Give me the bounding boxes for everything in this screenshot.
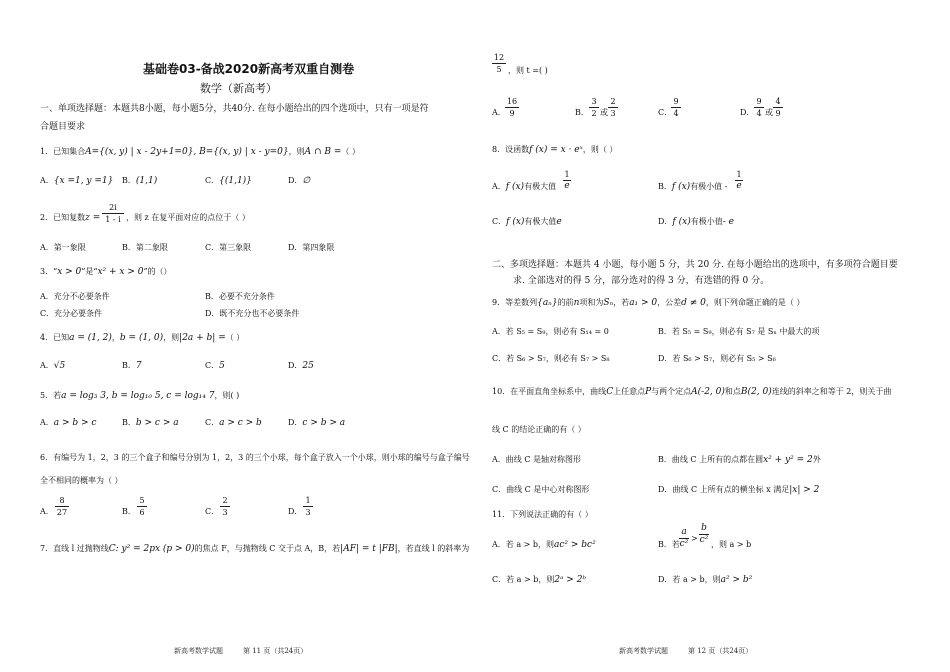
q2-option-d: D．第四象限 [288,243,335,252]
q1-c-text: {(1,1)} [219,176,252,186]
q11-a-pre: A．若 a > b，则 [492,540,554,549]
q7-d1-den: 4 [756,109,762,118]
q9-stem-text: 9．等差数列 [492,298,538,307]
q8-b-num: 1 [736,170,742,179]
q8-stem [492,145,617,155]
q7-a-fraction [505,97,519,118]
q9-m1: {aₙ} [537,298,558,308]
q4-b-text: 7 [135,361,142,371]
q7-d1-num: 9 [756,97,762,106]
q4-d-text: 25 [302,361,314,371]
q10-option-b [658,455,821,465]
q6-stem: 6．有编号为 1，2，3 的三个盒子和编号分别为 1，2，3 的三个小球，每个盒子放入一个小球，则小球的编号与盒子编号 [40,453,470,462]
q1-a-text: {x =1, y =1} [53,176,114,186]
q7-option-b: B． [575,108,589,117]
document-title: 基础卷03-备战2020新高考双重自测卷 [143,62,355,76]
section1-heading-cont: 合题目要求 [40,122,86,132]
section2-heading-cont: 求. 全部选对的得 5 分，部分选对的得 3 分，有选错的得 0 分。 [513,276,770,286]
q7-slope-fraction [492,53,506,74]
q7-b1-fraction [589,97,599,118]
q8-math: f (x) = x · eˣ [529,145,583,155]
q7-option-d: D． [740,108,755,117]
q9-m5: d ≠ 0 [681,298,706,308]
q11-d-pre: D．若 a > b，则 [658,575,721,584]
q4-stem [40,333,244,343]
q9-s1: 的前 [557,298,574,307]
q6-b-fraction [137,496,147,517]
q11-b-den2: c² [699,535,709,545]
q6-option-d: D． [288,507,303,516]
q10-m1: C [606,387,614,397]
q6-d-num: 1 [305,496,311,505]
q4-option-d: D．25 [288,361,314,371]
footer-right-page: 第 12 页（共24页） [688,647,753,655]
q1-stem-text: 1．已知集合 [40,147,86,156]
q11-c-pre: C．若 a > b，则 [492,575,555,584]
q11-option-a [492,540,596,550]
section2-heading: 二、多项选择题：本题共 4 小题，每小题 5 分，共 20 分. 在每小题给出的选项中，有多项符合题目要 [492,260,898,270]
q11-option-d [658,575,752,585]
q11-b-fraction1 [679,528,689,549]
q4-option-a: A．√5 [40,361,66,371]
q3-tail: ”的（） [143,267,172,276]
q10-m3: A(-2, 0) [691,387,725,397]
q3-option-b: B．必要不充分条件 [205,292,275,301]
q9-stem [492,298,804,308]
q2-tail: ，则 z 在复平面对应的点位于（ ） [126,213,250,222]
footer-left-page: 第 11 页（共24页） [243,647,308,655]
q6-a-fraction [55,496,69,517]
q1-option-d: D．∅ [288,176,311,186]
q2-option-c: C．第三象限 [205,243,252,252]
q8-c-val: e [556,217,562,227]
q7-tail: ，若直线 l 的斜率为 [397,544,470,553]
q2-fraction [102,203,124,224]
q6-option-a: A． [40,507,54,516]
q1-tail: ，则 [288,147,305,156]
q11-d-math: a² > b² [720,575,753,585]
q4-m3: |2a + b| = [179,333,226,343]
q7-c-fraction [671,97,681,118]
q9-s2: 项和为 [579,298,604,307]
q8-a-fraction [563,170,571,191]
q8-c-f: f (x) [506,217,525,227]
q11-option-b [658,540,680,550]
q9-tail: ，则下列命题正确的是（ ） [705,298,805,307]
q6-stem-cont: 全不相同的概率为（ ） [40,476,123,485]
q7-c-den: 4 [673,109,679,118]
q3-option-d: D．既不充分也不必要条件 [205,309,300,318]
q7-slope-den: 5 [496,65,502,74]
q1-option-c: C．{(1,1)} [205,176,252,186]
q6-c-fraction [220,496,230,517]
q8-d-pre: D． [658,217,673,226]
q7-math: C: y² = 2px (p > 0) [108,544,195,554]
q1-math2: A ∩ B = [304,147,342,157]
q7-d2-num: 4 [775,97,781,106]
q6-option-c: C． [205,507,220,516]
q5-stem [40,391,239,401]
q7-mid: 的焦点 F，与抛物线 C 交于点 A，B，若 [194,544,341,553]
q6-c-num: 2 [222,496,228,505]
q10-stem-cont: 线 C 的结论正确的有（ ） [492,425,586,434]
q1-math: A={(x, y) | x - 2y+1=0}, B={(x, y) | x - y=0} [85,147,289,157]
q11-c-math: 2ᵃ > 2ᵇ [554,575,587,585]
q5-math: a = log₃ 3, b = log₁₀ 5, c = log₁₄ 7 [61,391,215,401]
q10-b-tail: 外 [812,455,821,464]
q1-b-text: (1,1) [135,176,158,186]
q5-option-b: B．b > c > a [122,418,179,428]
q11-b-den1: c² [679,539,689,549]
q1-stem [40,147,360,157]
footer-right-label: 新高考数学试题 [619,647,668,655]
q11-a-math: ac² > bc² [554,540,596,550]
q2-option-b: B．第二象限 [122,243,168,252]
q1-option-a: A．{x =1, y =1} [40,176,114,186]
q3-option-a: A．充分不必要条件 [40,292,110,301]
q9-option-c: C．若 S₆ > S₇，则必有 S₇ > S₈ [492,354,610,363]
q7-slope-num: 12 [493,53,505,62]
q7-stem [40,544,469,554]
q7-d-or: 或 [765,108,773,117]
q10-s1: 上任意点 [613,387,646,396]
q9-s4: ，公差 [657,298,682,307]
q2-den: 1 - i [105,215,121,224]
q10-d-pre: D．曲线 C 上所有点的横坐标 x 满足 [658,485,790,494]
q3-stem-text: 3．“ [40,267,58,276]
q8-b-den: e [736,181,742,191]
q6-b-den: 6 [139,508,145,517]
q5-tail: ，则( ) [214,391,240,400]
q8-tail: ，则（ ） [582,145,618,154]
q3-stem [40,267,172,277]
q7-a-den: 9 [509,109,515,118]
q7-d2-fraction [773,97,783,118]
q6-d-den: 3 [305,508,311,517]
right-page [475,0,950,672]
q10-stem-text: 10．在平面直角坐标系中，曲线 [492,387,607,396]
q8-b-f: f (x) [671,182,691,192]
q7-d2-den: 9 [775,109,781,118]
q8-d-val: - e [722,217,734,227]
q2-stem [40,213,100,223]
q1-option-b: B．(1,1) [122,176,158,186]
q4-c-text: 5 [219,361,225,371]
q10-d-math: |x| > 2 [789,485,820,495]
q11-b-pre: B．若 [658,540,680,549]
document-subtitle: 数学（新高考） [200,82,277,95]
q8-a-num: 1 [564,170,570,179]
q4-stem-text: 4．已知 [40,333,70,342]
q1-d-text: ∅ [302,176,311,186]
q6-b-num: 5 [139,496,145,505]
q10-m4: B(2, 0) [740,387,772,397]
q5-a-text: a > b > c [53,418,97,428]
q10-s3: 和点 [724,387,741,396]
footer-left-label: 新高考数学试题 [174,647,223,655]
q8-b-pre: B． [658,182,672,191]
q7-option-c: C． [658,108,673,117]
q8-a-den: e [564,181,570,191]
q11-b-fraction2 [699,524,709,545]
q7-a-num: 16 [506,97,518,106]
q7-b2-fraction [608,97,618,118]
q8-c-pre: C． [492,217,507,226]
q10-b-pre: B．曲线 C 上所有的点都在圆 [658,455,764,464]
q3-option-c: C．充分必要条件 [40,309,103,318]
q8-b-fraction [735,170,743,191]
q9-option-a: A．若 S₅ = S₉，则必有 S₁₄ = 0 [492,327,609,336]
q8-option-d [658,217,734,227]
q11-b-num2: b [701,523,707,533]
q10-b-math: x² + y² = 2 [763,455,813,465]
q9-option-d: D．若 S₆ > S₇，则必有 S₅ > S₆ [658,354,776,363]
q5-option-a: A．a > b > c [40,418,97,428]
q2-option-a: A．第一象限 [40,243,86,252]
q3-m2: x² + x > 0 [97,267,144,277]
q9-s3: ，若 [613,298,630,307]
q6-c-den: 3 [222,508,228,517]
q10-stem [492,387,891,397]
q4-option-c: C．5 [205,361,225,371]
q1-paren: （ ） [341,147,360,156]
q9-m3: Sₙ [603,298,614,308]
q6-option-b: B． [122,507,136,516]
q11-b-gt: > [691,534,698,543]
q8-a-pre: A． [492,182,506,191]
q9-m2: n [573,298,580,308]
q6-a-num: 8 [59,496,65,505]
q7-b-or: 或 [600,108,608,117]
q7-cont-tail: ，则 t =( ) [508,66,548,75]
q5-option-c: C．a > c > b [205,418,262,428]
q5-d-text: c > b > a [302,418,346,428]
q5-b-text: b > c > a [135,418,179,428]
q7-b1-den: 2 [591,109,597,118]
q4-paren: （ ） [225,333,245,342]
q11-option-c [492,575,586,585]
q4-m1: a = (1, 2) [69,333,112,343]
q4-a-text: √5 [53,361,66,371]
q7-c-num: 9 [673,97,679,106]
q10-tail: 连线的斜率之和等于 2，则关于曲 [771,387,892,396]
q7-b1-num: 3 [591,97,597,106]
q2-math: z = [85,213,101,223]
q7-b2-den: 3 [610,109,616,118]
q5-stem-text: 5．若 [40,391,62,400]
q8-a-f: f (x) [505,182,525,192]
q10-s2: 与两个定点 [651,387,692,396]
q8-d-txt: 有极小值 [690,217,723,226]
q8-b-sign: - [724,182,728,191]
q10-m2: P [645,387,652,397]
q7-math2: |AF| = t |FB| [340,544,398,554]
q8-a-txt: 有极大值 [524,182,557,191]
q5-option-d: D．c > b > a [288,418,346,428]
q6-d-fraction [303,496,313,517]
q7-d1-fraction [754,97,764,118]
q5-c-text: a > c > b [219,418,262,428]
q8-stem-text: 8．设函数 [492,145,530,154]
q7-option-a: A． [492,108,506,117]
q11-b-num1: a [681,527,687,537]
q10-option-d [658,485,819,495]
q2-stem-text: 2．已知复数 [40,213,86,222]
q8-option-b [658,182,727,192]
q8-option-c [492,217,562,227]
q4-m2: b = (1, 0) [119,333,164,343]
q7-stem-text: 7．直线 l 过抛物线 [40,544,109,553]
q11-b-tail: ，则 a > b [711,540,752,549]
q7-b2-num: 2 [610,97,616,106]
q6-a-den: 27 [56,508,68,517]
q2-num: 2i [109,203,117,212]
q10-option-a: A．曲线 C 是轴对称图形 [492,455,581,464]
q9-m4: a₁ > 0 [629,298,658,308]
q11-stem: 11．下列说法正确的有（ ） [492,510,593,519]
q8-b-txt: 有极小值 [690,182,723,191]
q8-c-txt: 有极大值 [524,217,557,226]
q4-mid: ， [111,333,120,342]
q3-m1: x > 0 [57,267,82,277]
section1-heading: 一、单项选择题：本题共8小题，每小题5分，共40分. 在每小题给出的四个选项中，只有一项是符 [40,104,429,114]
q8-d-f: f (x) [672,217,691,227]
q3-mid: ”是“ [81,267,98,276]
q8-option-a [492,182,556,192]
q4-option-b: B．7 [122,361,142,371]
q4-tail: ，则 [163,333,180,342]
q9-option-b: B．若 S₅ = S₉，则必有 S₇ 是 Sₙ 中最大的项 [658,327,820,336]
q10-option-c: C．曲线 C 是中心对称图形 [492,485,590,494]
